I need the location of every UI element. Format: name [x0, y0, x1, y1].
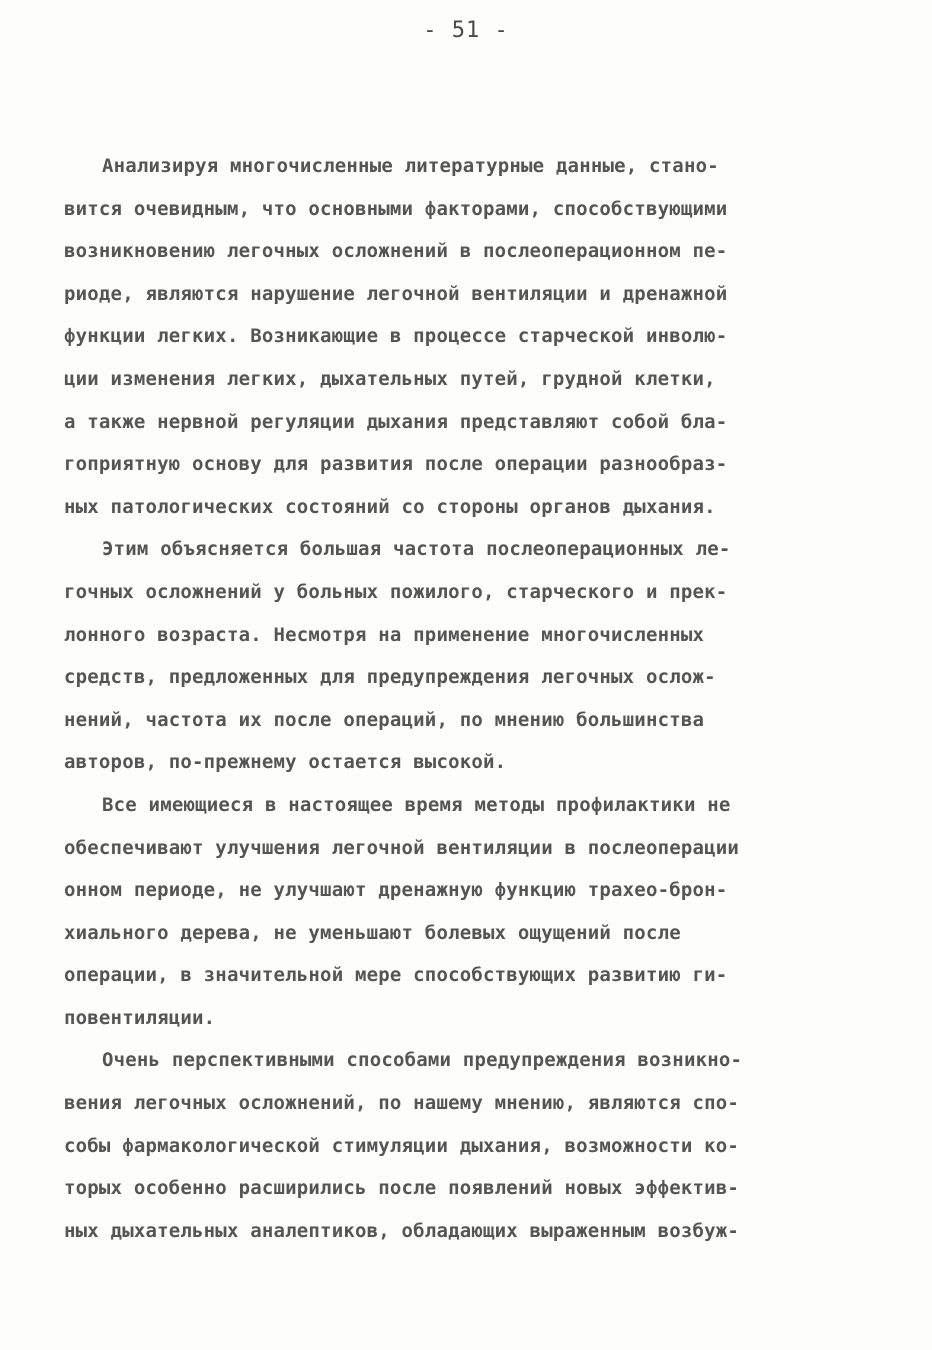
text-line: гоприятную основу для развития после операции разнообраз-	[64, 453, 728, 476]
text-line: лонного возраста. Несмотря на применение многочисленных	[64, 623, 705, 646]
text-line: возникновению легочных осложнений в послеоперационном пе-	[64, 240, 728, 263]
text-line: собы фармакологической стимуляции дыхания, возможности ко-	[64, 1134, 740, 1157]
text-line: средств, предложенных для предупреждения легочных ослож-	[64, 666, 716, 689]
text-line: повентиляции.	[64, 1006, 216, 1029]
text-line: Очень перспективными способами предупреждения возникно-	[102, 1049, 743, 1072]
text-line: ных патологических состояний со стороны органов дыхания.	[64, 495, 716, 518]
text-line: обеспечивают улучшения легочной вентиляции в послеоперации	[64, 836, 740, 859]
text-line: авторов, по-прежнему остается высокой.	[64, 751, 507, 774]
text-line: гочных осложнений у больных пожилого, старческого и прек-	[64, 580, 728, 603]
text-line: ции изменения легких, дыхательных путей, грудной клетки,	[64, 367, 716, 390]
text-line: Анализируя многочисленные литературные данные, стано-	[102, 155, 719, 177]
text-line: а также нервной регуляции дыхания представляют собой бла-	[64, 410, 728, 433]
text-line: торых особенно расширились после появлений новых эффектив-	[64, 1177, 740, 1200]
text-line: ных дыхательных аналептиков, обладающих выраженным возбуж-	[64, 1219, 740, 1242]
text-line: хиального дерева, не уменьшают болевых ощущений после	[64, 921, 681, 944]
text-line: функции легких. Возникающие в процессе старческой инволю-	[64, 325, 728, 348]
page-number: - 51 -	[423, 18, 509, 43]
text-line: Этим объясняется большая частота послеоперационных ле-	[102, 538, 731, 561]
text-line: операции, в значительной мере способствующих развитию ги-	[64, 964, 728, 987]
text-line: Все имеющиеся в настоящее время методы профилактики не	[102, 793, 731, 816]
text-line: нений, частота их после операций, по мнению большинства	[64, 708, 705, 731]
text-line: онном периоде, не улучшают дренажную функцию трахео-брон-	[64, 879, 728, 902]
body-text	[64, 145, 864, 1252]
text-line: риоде, являются нарушение легочной вентиляции и дренажной	[64, 282, 728, 305]
text-line: вения легочных осложнений, по нашему мнению, являются спо-	[64, 1092, 740, 1115]
text-line: вится очевидным, что основными факторами, способствующими	[64, 197, 728, 220]
